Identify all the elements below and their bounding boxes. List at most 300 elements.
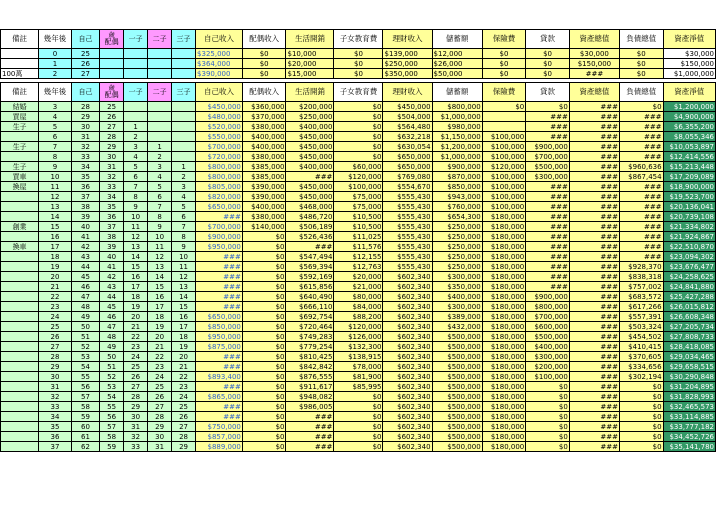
note-cell[interactable]: 創業 bbox=[1, 222, 39, 232]
spouse-income-cell[interactable]: $385,000 bbox=[242, 162, 286, 172]
age-spouse-cell[interactable]: 51 bbox=[100, 362, 124, 372]
insurance-cell[interactable]: $180,000 bbox=[482, 262, 526, 272]
finance-cell[interactable]: $555,430 bbox=[383, 242, 432, 252]
net-asset-cell[interactable]: $30,290,848 bbox=[663, 372, 715, 382]
age-child3-cell[interactable]: 4 bbox=[172, 192, 196, 202]
insurance-cell[interactable]: $180,000 bbox=[482, 312, 526, 322]
insurance-cell[interactable]: $180,000 bbox=[482, 222, 526, 232]
living-cell[interactable]: $450,000 bbox=[286, 192, 334, 202]
spouse-income-cell[interactable]: $0 bbox=[242, 372, 286, 382]
education-cell[interactable]: $10,500 bbox=[334, 222, 383, 232]
net-asset-cell[interactable]: $32,465,573 bbox=[663, 402, 715, 412]
note-cell[interactable] bbox=[1, 262, 39, 272]
year-cell[interactable]: 28 bbox=[39, 352, 72, 362]
net-asset-cell[interactable]: $30,000 bbox=[663, 49, 715, 59]
age-self-cell[interactable]: 44 bbox=[71, 262, 99, 272]
finance-cell[interactable]: $602,340 bbox=[383, 372, 432, 382]
age-child2-cell[interactable]: 26 bbox=[148, 392, 172, 402]
savings-cell[interactable]: $800,000 bbox=[432, 102, 482, 112]
year-cell[interactable]: 27 bbox=[39, 342, 72, 352]
education-cell[interactable]: $0 bbox=[334, 422, 383, 432]
year-cell[interactable]: 19 bbox=[39, 262, 72, 272]
age-child2-cell[interactable]: 1 bbox=[148, 142, 172, 152]
age-spouse-cell[interactable]: 39 bbox=[100, 242, 124, 252]
age-self-cell[interactable]: 27 bbox=[71, 69, 99, 79]
age-child1-cell[interactable]: 18 bbox=[124, 292, 148, 302]
finance-cell[interactable]: $602,340 bbox=[383, 322, 432, 332]
age-child3-cell[interactable]: 11 bbox=[172, 262, 196, 272]
age-child3-cell[interactable]: 27 bbox=[172, 422, 196, 432]
living-cell[interactable]: $592,169 bbox=[286, 272, 334, 282]
self-income-cell[interactable]: ### bbox=[196, 252, 243, 262]
debt-total-cell[interactable]: ### bbox=[619, 152, 663, 162]
finance-cell[interactable]: $602,340 bbox=[383, 442, 432, 452]
education-cell[interactable]: $0 bbox=[334, 152, 383, 162]
year-cell[interactable]: 33 bbox=[39, 402, 72, 412]
year-cell[interactable]: 1 bbox=[39, 59, 72, 69]
year-cell[interactable]: 36 bbox=[39, 432, 72, 442]
loan-cell[interactable]: $900,000 bbox=[526, 142, 570, 152]
age-child2-cell[interactable]: 16 bbox=[148, 292, 172, 302]
age-spouse-cell[interactable]: 30 bbox=[100, 152, 124, 162]
savings-cell[interactable]: $850,000 bbox=[432, 182, 482, 192]
savings-cell[interactable]: $654,300 bbox=[432, 212, 482, 222]
loan-cell[interactable]: ### bbox=[526, 122, 570, 132]
living-cell[interactable]: ### bbox=[286, 442, 334, 452]
loan-cell[interactable]: ### bbox=[526, 112, 570, 122]
insurance-cell[interactable]: $100,000 bbox=[482, 202, 526, 212]
insurance-cell[interactable]: $0 bbox=[482, 49, 526, 59]
net-asset-cell[interactable]: $33,114,885 bbox=[663, 412, 715, 422]
savings-cell[interactable]: $870,000 bbox=[432, 172, 482, 182]
education-cell[interactable]: $88,200 bbox=[334, 312, 383, 322]
note-cell[interactable] bbox=[1, 292, 39, 302]
self-income-cell[interactable]: $850,000 bbox=[196, 322, 243, 332]
debt-total-cell[interactable]: ### bbox=[619, 142, 663, 152]
age-self-cell[interactable]: 62 bbox=[71, 442, 99, 452]
age-child1-cell[interactable] bbox=[124, 102, 148, 112]
self-income-cell[interactable]: $865,000 bbox=[196, 392, 243, 402]
spouse-income-cell[interactable]: $400,000 bbox=[242, 142, 286, 152]
debt-total-cell[interactable]: $0 bbox=[619, 382, 663, 392]
asset-total-cell[interactable]: ### bbox=[569, 342, 619, 352]
age-child3-cell[interactable] bbox=[172, 102, 196, 112]
age-child2-cell[interactable]: 30 bbox=[148, 432, 172, 442]
self-income-cell[interactable]: $950,000 bbox=[196, 332, 243, 342]
age-child3-cell[interactable]: 21 bbox=[172, 362, 196, 372]
loan-cell[interactable]: ### bbox=[526, 282, 570, 292]
finance-cell[interactable]: $602,340 bbox=[383, 342, 432, 352]
insurance-cell[interactable]: $180,000 bbox=[482, 432, 526, 442]
savings-cell[interactable]: $250,000 bbox=[432, 232, 482, 242]
self-income-cell[interactable]: $820,000 bbox=[196, 192, 243, 202]
age-spouse-cell[interactable] bbox=[100, 59, 124, 69]
age-child2-cell[interactable] bbox=[148, 49, 172, 59]
self-income-cell[interactable]: $805,000 bbox=[196, 182, 243, 192]
spouse-income-cell[interactable]: $0 bbox=[242, 252, 286, 262]
year-cell[interactable]: 23 bbox=[39, 302, 72, 312]
savings-cell[interactable]: $26,000 bbox=[432, 59, 482, 69]
debt-total-cell[interactable]: $0 bbox=[619, 102, 663, 112]
age-child1-cell[interactable]: 10 bbox=[124, 212, 148, 222]
insurance-cell[interactable]: $180,000 bbox=[482, 242, 526, 252]
living-cell[interactable]: $526,436 bbox=[286, 232, 334, 242]
year-cell[interactable]: 2 bbox=[39, 69, 72, 79]
insurance-cell[interactable] bbox=[482, 122, 526, 132]
insurance-cell[interactable]: $100,000 bbox=[482, 172, 526, 182]
finance-cell[interactable]: $769,080 bbox=[383, 172, 432, 182]
savings-cell[interactable]: $350,000 bbox=[432, 282, 482, 292]
age-child2-cell[interactable]: 27 bbox=[148, 402, 172, 412]
insurance-cell[interactable]: $180,000 bbox=[482, 232, 526, 242]
age-child1-cell[interactable]: 25 bbox=[124, 362, 148, 372]
year-cell[interactable]: 4 bbox=[39, 112, 72, 122]
asset-total-cell[interactable]: ### bbox=[569, 182, 619, 192]
age-child3-cell[interactable]: 17 bbox=[172, 322, 196, 332]
living-cell[interactable]: $810,425 bbox=[286, 352, 334, 362]
education-cell[interactable]: $0 bbox=[334, 142, 383, 152]
self-income-cell[interactable]: ### bbox=[196, 212, 243, 222]
asset-total-cell[interactable]: ### bbox=[569, 402, 619, 412]
net-asset-cell[interactable]: $27,205,734 bbox=[663, 322, 715, 332]
living-cell[interactable]: $876,555 bbox=[286, 372, 334, 382]
debt-total-cell[interactable]: $370,605 bbox=[619, 352, 663, 362]
living-cell[interactable]: $948,082 bbox=[286, 392, 334, 402]
finance-cell[interactable]: $555,430 bbox=[383, 252, 432, 262]
age-child1-cell[interactable]: 8 bbox=[124, 192, 148, 202]
note-cell[interactable] bbox=[1, 302, 39, 312]
age-child1-cell[interactable]: 29 bbox=[124, 402, 148, 412]
note-cell[interactable] bbox=[1, 312, 39, 322]
age-self-cell[interactable]: 42 bbox=[71, 242, 99, 252]
net-asset-cell[interactable]: $1,000,000 bbox=[663, 69, 715, 79]
asset-total-cell[interactable]: ### bbox=[569, 102, 619, 112]
savings-cell[interactable]: $500,000 bbox=[432, 432, 482, 442]
finance-cell[interactable]: $555,430 bbox=[383, 212, 432, 222]
education-cell[interactable]: $0 bbox=[334, 432, 383, 442]
age-self-cell[interactable]: 32 bbox=[71, 142, 99, 152]
age-self-cell[interactable]: 28 bbox=[71, 102, 99, 112]
savings-cell[interactable]: $12,000 bbox=[432, 49, 482, 59]
finance-cell[interactable]: $602,340 bbox=[383, 412, 432, 422]
asset-total-cell[interactable]: ### bbox=[569, 192, 619, 202]
age-spouse-cell[interactable]: 50 bbox=[100, 352, 124, 362]
net-asset-cell[interactable]: $25,427,288 bbox=[663, 292, 715, 302]
finance-cell[interactable]: $602,340 bbox=[383, 362, 432, 372]
age-child3-cell[interactable]: 8 bbox=[172, 232, 196, 242]
spouse-income-cell[interactable]: $380,000 bbox=[242, 152, 286, 162]
spouse-income-cell[interactable]: $390,000 bbox=[242, 192, 286, 202]
age-spouse-cell[interactable]: 47 bbox=[100, 322, 124, 332]
spouse-income-cell[interactable]: $0 bbox=[242, 302, 286, 312]
age-self-cell[interactable]: 36 bbox=[71, 182, 99, 192]
loan-cell[interactable]: $100,000 bbox=[526, 372, 570, 382]
spouse-income-cell[interactable]: $390,000 bbox=[242, 182, 286, 192]
living-cell[interactable]: ### bbox=[286, 172, 334, 182]
age-child3-cell[interactable] bbox=[172, 112, 196, 122]
savings-cell[interactable]: $500,000 bbox=[432, 422, 482, 432]
savings-cell[interactable]: $943,000 bbox=[432, 192, 482, 202]
living-cell[interactable]: $506,189 bbox=[286, 222, 334, 232]
note-cell[interactable] bbox=[1, 192, 39, 202]
age-child2-cell[interactable]: 14 bbox=[148, 272, 172, 282]
age-child3-cell[interactable]: 15 bbox=[172, 302, 196, 312]
education-cell[interactable]: $10,500 bbox=[334, 212, 383, 222]
finance-cell[interactable]: $555,430 bbox=[383, 262, 432, 272]
self-income-cell[interactable]: $364,000 bbox=[196, 59, 243, 69]
loan-cell[interactable]: $0 bbox=[526, 59, 570, 69]
savings-cell[interactable]: $500,000 bbox=[432, 332, 482, 342]
asset-total-cell[interactable]: ### bbox=[569, 442, 619, 452]
age-spouse-cell[interactable]: 43 bbox=[100, 282, 124, 292]
note-cell[interactable] bbox=[1, 202, 39, 212]
asset-total-cell[interactable]: ### bbox=[569, 382, 619, 392]
age-child2-cell[interactable] bbox=[148, 102, 172, 112]
finance-cell[interactable]: $555,430 bbox=[383, 202, 432, 212]
finance-cell[interactable]: $650,000 bbox=[383, 152, 432, 162]
net-asset-cell[interactable]: $1,200,000 bbox=[663, 102, 715, 112]
year-cell[interactable]: 3 bbox=[39, 102, 72, 112]
age-child1-cell[interactable]: 17 bbox=[124, 282, 148, 292]
age-child2-cell[interactable]: 17 bbox=[148, 302, 172, 312]
education-cell[interactable]: $75,000 bbox=[334, 202, 383, 212]
year-cell[interactable]: 10 bbox=[39, 172, 72, 182]
education-cell[interactable]: $0 bbox=[334, 132, 383, 142]
savings-cell[interactable]: $760,000 bbox=[432, 202, 482, 212]
age-child1-cell[interactable]: 22 bbox=[124, 332, 148, 342]
living-cell[interactable]: $486,720 bbox=[286, 212, 334, 222]
loan-cell[interactable]: $0 bbox=[526, 432, 570, 442]
note-cell[interactable] bbox=[1, 362, 39, 372]
loan-cell[interactable]: ### bbox=[526, 182, 570, 192]
age-child2-cell[interactable] bbox=[148, 132, 172, 142]
finance-cell[interactable]: $564,480 bbox=[383, 122, 432, 132]
finance-cell[interactable]: $602,340 bbox=[383, 302, 432, 312]
age-child2-cell[interactable]: 2 bbox=[148, 152, 172, 162]
savings-cell[interactable]: $500,000 bbox=[432, 392, 482, 402]
finance-cell[interactable]: $554,670 bbox=[383, 182, 432, 192]
age-self-cell[interactable]: 35 bbox=[71, 172, 99, 182]
loan-cell[interactable]: $600,000 bbox=[526, 322, 570, 332]
net-asset-cell[interactable]: $12,414,556 bbox=[663, 152, 715, 162]
spouse-income-cell[interactable]: $0 bbox=[242, 382, 286, 392]
age-self-cell[interactable]: 56 bbox=[71, 382, 99, 392]
asset-total-cell[interactable]: ### bbox=[569, 302, 619, 312]
age-child3-cell[interactable] bbox=[172, 132, 196, 142]
living-cell[interactable]: $911,617 bbox=[286, 382, 334, 392]
year-cell[interactable]: 16 bbox=[39, 232, 72, 242]
age-spouse-cell[interactable]: 55 bbox=[100, 402, 124, 412]
education-cell[interactable]: $12,155 bbox=[334, 252, 383, 262]
note-cell[interactable] bbox=[1, 432, 39, 442]
spouse-income-cell[interactable]: $370,000 bbox=[242, 112, 286, 122]
year-cell[interactable]: 24 bbox=[39, 312, 72, 322]
self-income-cell[interactable]: $950,000 bbox=[196, 242, 243, 252]
age-child3-cell[interactable]: 9 bbox=[172, 242, 196, 252]
net-asset-cell[interactable]: $23,094,302 bbox=[663, 252, 715, 262]
loan-cell[interactable]: $0 bbox=[526, 422, 570, 432]
age-child1-cell[interactable]: 33 bbox=[124, 442, 148, 452]
finance-cell[interactable]: $602,340 bbox=[383, 432, 432, 442]
asset-total-cell[interactable]: ### bbox=[569, 142, 619, 152]
insurance-cell[interactable]: $100,000 bbox=[482, 182, 526, 192]
note-cell[interactable]: 換屋 bbox=[1, 182, 39, 192]
age-spouse-cell[interactable] bbox=[100, 69, 124, 79]
spouse-income-cell[interactable]: $380,000 bbox=[242, 122, 286, 132]
loan-cell[interactable]: ### bbox=[526, 192, 570, 202]
savings-cell[interactable]: $400,000 bbox=[432, 292, 482, 302]
note-cell[interactable] bbox=[1, 352, 39, 362]
net-asset-cell[interactable]: $35,141,780 bbox=[663, 442, 715, 452]
finance-cell[interactable]: $450,000 bbox=[383, 102, 432, 112]
self-income-cell[interactable]: $720,000 bbox=[196, 152, 243, 162]
education-cell[interactable]: $0 bbox=[334, 49, 383, 59]
finance-cell[interactable]: $602,340 bbox=[383, 292, 432, 302]
year-cell[interactable]: 8 bbox=[39, 152, 72, 162]
net-asset-cell[interactable]: $21,924,867 bbox=[663, 232, 715, 242]
savings-cell[interactable]: $500,000 bbox=[432, 342, 482, 352]
age-self-cell[interactable]: 29 bbox=[71, 112, 99, 122]
age-child3-cell[interactable]: 29 bbox=[172, 442, 196, 452]
year-cell[interactable]: 20 bbox=[39, 272, 72, 282]
loan-cell[interactable]: ### bbox=[526, 202, 570, 212]
age-child2-cell[interactable]: 10 bbox=[148, 232, 172, 242]
note-cell[interactable] bbox=[1, 212, 39, 222]
year-cell[interactable]: 6 bbox=[39, 132, 72, 142]
note-cell[interactable] bbox=[1, 372, 39, 382]
age-child2-cell[interactable]: 3 bbox=[148, 162, 172, 172]
loan-cell[interactable]: ### bbox=[526, 252, 570, 262]
insurance-cell[interactable]: $180,000 bbox=[482, 422, 526, 432]
age-self-cell[interactable]: 46 bbox=[71, 282, 99, 292]
age-child2-cell[interactable]: 9 bbox=[148, 222, 172, 232]
age-child1-cell[interactable]: 7 bbox=[124, 182, 148, 192]
education-cell[interactable]: $81,900 bbox=[334, 372, 383, 382]
age-self-cell[interactable]: 34 bbox=[71, 162, 99, 172]
insurance-cell[interactable]: $180,000 bbox=[482, 412, 526, 422]
net-asset-cell[interactable]: $26,608,348 bbox=[663, 312, 715, 322]
asset-total-cell[interactable]: ### bbox=[569, 212, 619, 222]
debt-total-cell[interactable]: $0 bbox=[619, 69, 663, 79]
savings-cell[interactable]: $500,000 bbox=[432, 372, 482, 382]
age-spouse-cell[interactable]: 58 bbox=[100, 432, 124, 442]
education-cell[interactable]: $84,000 bbox=[334, 302, 383, 312]
finance-cell[interactable]: $602,340 bbox=[383, 392, 432, 402]
age-spouse-cell[interactable]: 59 bbox=[100, 442, 124, 452]
age-child3-cell[interactable]: 22 bbox=[172, 372, 196, 382]
self-income-cell[interactable]: ### bbox=[196, 402, 243, 412]
net-asset-cell[interactable]: $15,213,448 bbox=[663, 162, 715, 172]
finance-cell[interactable]: $630,054 bbox=[383, 142, 432, 152]
insurance-cell[interactable]: $180,000 bbox=[482, 212, 526, 222]
savings-cell[interactable]: $250,000 bbox=[432, 242, 482, 252]
education-cell[interactable]: $0 bbox=[334, 392, 383, 402]
self-income-cell[interactable]: $700,000 bbox=[196, 222, 243, 232]
year-cell[interactable]: 17 bbox=[39, 242, 72, 252]
spouse-income-cell[interactable]: $0 bbox=[242, 59, 286, 69]
self-income-cell[interactable]: $800,000 bbox=[196, 162, 243, 172]
year-cell[interactable]: 32 bbox=[39, 392, 72, 402]
age-child2-cell[interactable] bbox=[148, 122, 172, 132]
age-child2-cell[interactable]: 4 bbox=[148, 172, 172, 182]
age-child3-cell[interactable]: 12 bbox=[172, 272, 196, 282]
debt-total-cell[interactable]: $757,002 bbox=[619, 282, 663, 292]
finance-cell[interactable]: $650,000 bbox=[383, 162, 432, 172]
education-cell[interactable]: $0 bbox=[334, 59, 383, 69]
living-cell[interactable]: $666,110 bbox=[286, 302, 334, 312]
asset-total-cell[interactable]: ### bbox=[569, 202, 619, 212]
age-self-cell[interactable]: 52 bbox=[71, 342, 99, 352]
age-child1-cell[interactable]: 6 bbox=[124, 172, 148, 182]
note-cell[interactable] bbox=[1, 49, 39, 59]
loan-cell[interactable]: $0 bbox=[526, 402, 570, 412]
self-income-cell[interactable]: $520,000 bbox=[196, 122, 243, 132]
note-cell[interactable]: 買車 bbox=[1, 172, 39, 182]
self-income-cell[interactable]: ### bbox=[196, 412, 243, 422]
education-cell[interactable]: $78,000 bbox=[334, 362, 383, 372]
spouse-income-cell[interactable]: $0 bbox=[242, 392, 286, 402]
age-spouse-cell[interactable]: 26 bbox=[100, 112, 124, 122]
age-self-cell[interactable]: 37 bbox=[71, 192, 99, 202]
self-income-cell[interactable]: $325,000 bbox=[196, 49, 243, 59]
insurance-cell[interactable]: $180,000 bbox=[482, 352, 526, 362]
spouse-income-cell[interactable]: $0 bbox=[242, 282, 286, 292]
insurance-cell[interactable]: $180,000 bbox=[482, 372, 526, 382]
spouse-income-cell[interactable]: $0 bbox=[242, 262, 286, 272]
savings-cell[interactable]: $432,000 bbox=[432, 322, 482, 332]
education-cell[interactable]: $138,915 bbox=[334, 352, 383, 362]
age-self-cell[interactable]: 41 bbox=[71, 232, 99, 242]
insurance-cell[interactable]: $120,000 bbox=[482, 162, 526, 172]
age-spouse-cell[interactable]: 40 bbox=[100, 252, 124, 262]
note-cell[interactable] bbox=[1, 392, 39, 402]
asset-total-cell[interactable]: ### bbox=[569, 69, 619, 79]
net-asset-cell[interactable]: $28,418,085 bbox=[663, 342, 715, 352]
age-child3-cell[interactable]: 26 bbox=[172, 412, 196, 422]
age-spouse-cell[interactable]: 46 bbox=[100, 312, 124, 322]
self-income-cell[interactable]: $550,000 bbox=[196, 132, 243, 142]
note-cell[interactable]: 結婚 bbox=[1, 102, 39, 112]
self-income-cell[interactable]: $650,000 bbox=[196, 202, 243, 212]
debt-total-cell[interactable]: ### bbox=[619, 132, 663, 142]
note-cell[interactable] bbox=[1, 322, 39, 332]
asset-total-cell[interactable]: ### bbox=[569, 112, 619, 122]
age-child2-cell[interactable]: 25 bbox=[148, 382, 172, 392]
age-child1-cell[interactable]: 14 bbox=[124, 252, 148, 262]
age-child2-cell[interactable]: 18 bbox=[148, 312, 172, 322]
year-cell[interactable]: 26 bbox=[39, 332, 72, 342]
education-cell[interactable]: $0 bbox=[334, 412, 383, 422]
age-child2-cell[interactable]: 21 bbox=[148, 342, 172, 352]
spouse-income-cell[interactable]: $0 bbox=[242, 49, 286, 59]
spouse-income-cell[interactable]: $0 bbox=[242, 342, 286, 352]
spouse-income-cell[interactable]: $0 bbox=[242, 412, 286, 422]
loan-cell[interactable]: $0 bbox=[526, 102, 570, 112]
insurance-cell[interactable]: $180,000 bbox=[482, 382, 526, 392]
debt-total-cell[interactable]: $867,454 bbox=[619, 172, 663, 182]
savings-cell[interactable]: $250,000 bbox=[432, 262, 482, 272]
savings-cell[interactable]: $900,000 bbox=[432, 162, 482, 172]
age-child3-cell[interactable]: 24 bbox=[172, 392, 196, 402]
savings-cell[interactable]: $1,150,000 bbox=[432, 132, 482, 142]
education-cell[interactable]: $11,025 bbox=[334, 232, 383, 242]
note-cell[interactable]: 生子 bbox=[1, 122, 39, 132]
finance-cell[interactable]: $602,340 bbox=[383, 402, 432, 412]
age-child1-cell[interactable]: 3 bbox=[124, 142, 148, 152]
net-asset-cell[interactable]: $20,136,041 bbox=[663, 202, 715, 212]
age-child1-cell[interactable] bbox=[124, 112, 148, 122]
self-income-cell[interactable]: $450,000 bbox=[196, 102, 243, 112]
